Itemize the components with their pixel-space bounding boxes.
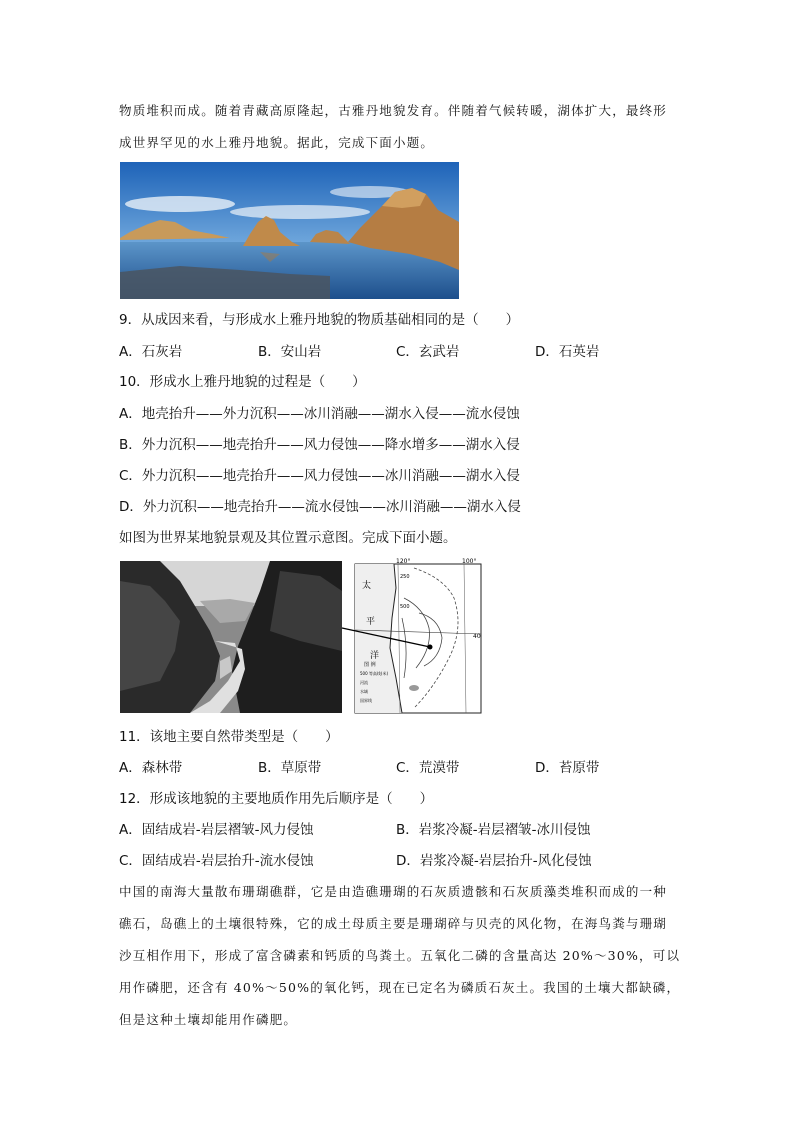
q11-option-b[interactable]: B．草原带 [258, 760, 322, 776]
q9-option-b[interactable]: B．安山岩 [258, 344, 322, 360]
intro-line-1: 物质堆积而成。随着青藏高原隆起，古雅丹地貌发育。伴随着气候转暖，湖体扩大，最终形 [119, 103, 668, 118]
map-contour-1: 250 [400, 574, 410, 580]
passage-line-5: 但是这种土壤却能用作磷肥。 [119, 1012, 298, 1027]
passage-line-2: 礁石，岛礁上的土壤很特殊，它的成土母质主要是珊瑚碎与贝壳的风化物，在海鸟粪与珊瑚 [119, 916, 668, 931]
map-ocean-2: 平 [366, 617, 376, 627]
q9-option-a[interactable]: A．石灰岩 [119, 344, 183, 360]
pointer-line [340, 620, 440, 660]
q10-option-d[interactable]: D．外力沉积——地壳抬升——流水侵蚀——冰川消融——湖水入侵 [119, 499, 521, 515]
map-lat: 40 [473, 633, 481, 640]
map-legend-item-2: 河流 [360, 680, 368, 685]
yardang-lake-photo [120, 162, 459, 299]
q12-stem: 12．形成该地貌的主要地质作用先后顺序是（ ） [119, 791, 434, 807]
passage-line-3: 沙互相作用下，形成了富含磷素和钙质的鸟粪土。五氧化二磷的含量高达 20%～30%，可以 [119, 948, 681, 963]
map-legend-title: 图 例 [364, 662, 376, 668]
map-ocean-3: 洋 [370, 651, 380, 661]
map-contour-2: 500 [400, 604, 410, 610]
q11-stem: 11．该地主要自然带类型是（ ） [119, 729, 339, 745]
q9-stem: 9．从成因来看，与形成水上雅丹地貌的物质基础相同的是（ ） [119, 312, 520, 328]
passage-line-4: 用作磷肥，还含有 40%～50%的氧化钙，现在已定名为磷质石灰土。我国的土壤大都缺磷， [119, 980, 681, 995]
map-legend-item-3: 水域 [360, 689, 368, 694]
q10-stem: 10．形成水上雅丹地貌的过程是（ ） [119, 374, 366, 390]
intro-figure-2: 如图为世界某地貌景观及其位置示意图。完成下面小题。 [119, 530, 457, 546]
q9-option-d[interactable]: D．石英岩 [535, 344, 600, 360]
q12-option-b[interactable]: B．岩浆冷凝-岩层褶皱-冰川侵蚀 [396, 822, 591, 838]
q9-option-c[interactable]: C．玄武岩 [396, 344, 460, 360]
q10-option-b[interactable]: B．外力沉积——地壳抬升——风力侵蚀——降水增多——湖水入侵 [119, 437, 520, 453]
map-legend-item-4: 国界线 [360, 698, 372, 703]
map-legend-item-1: 500 等高线(米) [360, 671, 389, 676]
q10-option-a[interactable]: A．地壳抬升——外力沉积——冰川消融——湖水入侵——流水侵蚀 [119, 406, 520, 422]
map-ocean-1: 太 [362, 581, 372, 591]
q11-option-d[interactable]: D．苔原带 [535, 760, 600, 776]
q12-option-c[interactable]: C．固结成岩-岩层抬升-流水侵蚀 [119, 853, 314, 869]
canyon-photo [120, 561, 342, 713]
q12-option-d[interactable]: D．岩浆冷凝-岩层抬升-风化侵蚀 [396, 853, 592, 869]
q11-option-a[interactable]: A．森林带 [119, 760, 183, 776]
q12-option-a[interactable]: A．固结成岩-岩层褶皱-风力侵蚀 [119, 822, 314, 838]
intro-line-2: 成世界罕见的水上雅丹地貌。据此，完成下面小题。 [119, 135, 435, 150]
passage-line-1: 中国的南海大量散布珊瑚礁群，它是由造礁珊瑚的石灰质遗骸和石灰质藻类堆积而成的一种 [119, 884, 668, 899]
q11-option-c[interactable]: C．荒漠带 [396, 760, 460, 776]
map-lon-left: 120° [396, 558, 411, 565]
q10-option-c[interactable]: C．外力沉积——地壳抬升——风力侵蚀——冰川消融——湖水入侵 [119, 468, 520, 484]
map-lon-right: 100° [462, 558, 477, 565]
